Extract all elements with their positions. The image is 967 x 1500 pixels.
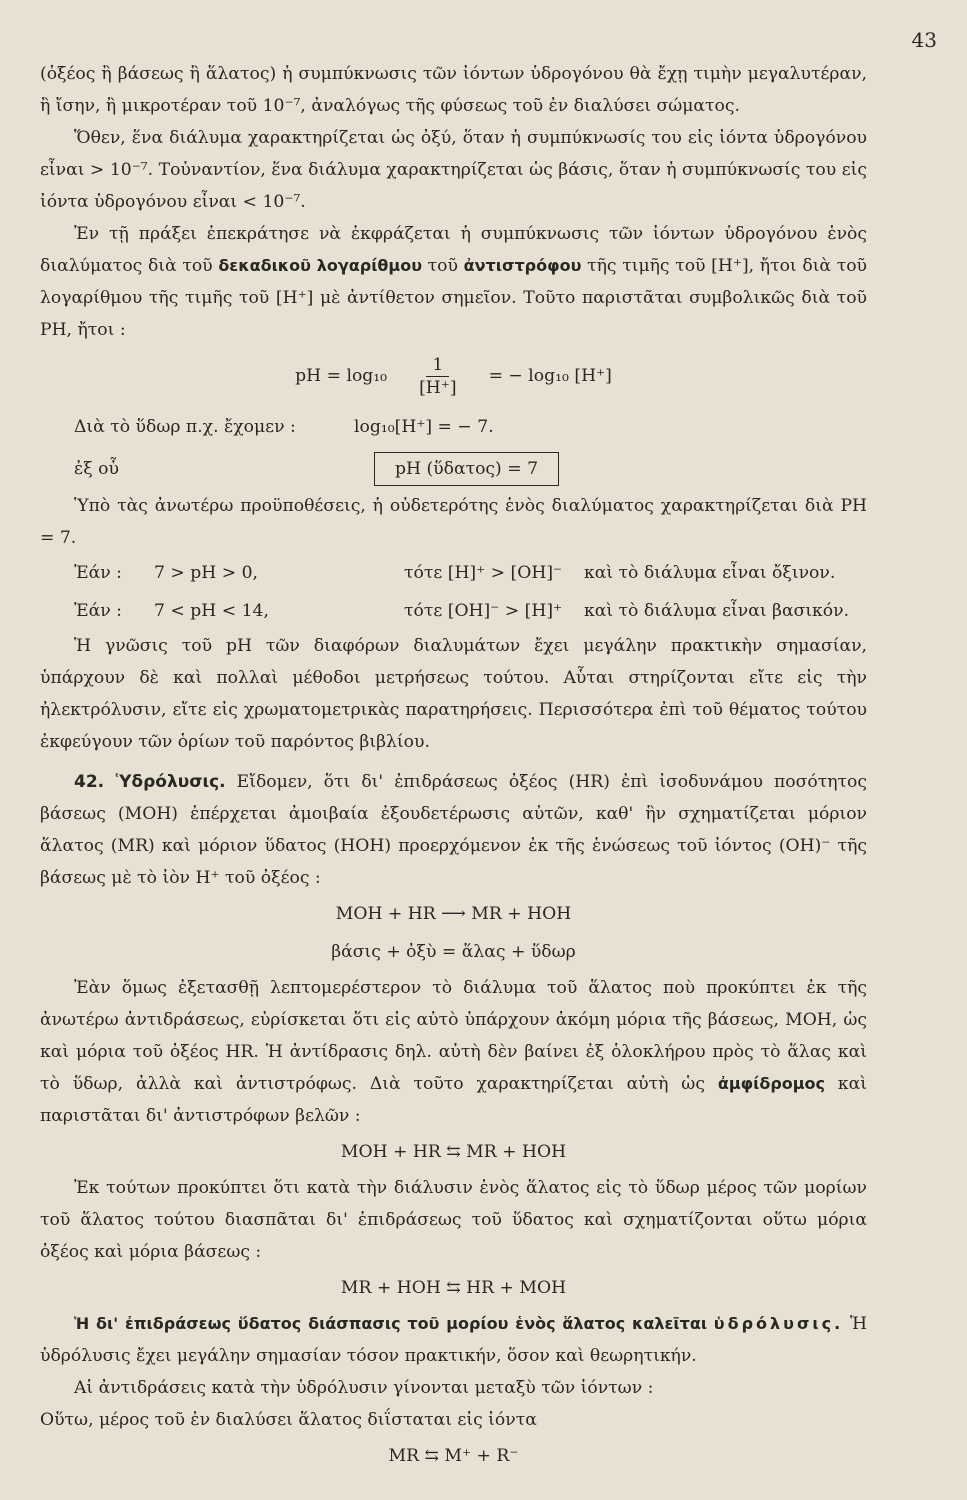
page-number: 43: [911, 28, 937, 52]
fraction-numerator: 1: [426, 354, 449, 377]
bold-term-inverse: ἀντιστρόφου: [463, 256, 582, 275]
hence-line: [40, 448, 867, 490]
condition-basic: [40, 592, 867, 630]
equation-neutralization: MOH + HR ⟶ MR + HOH: [335, 904, 572, 924]
paragraph-5: Ἡ γνῶσις τοῦ pH τῶν διαφόρων διαλυμάτων ἔχει μεγάλην πρακτικὴν σημασίαν, ὑπάρχουν δὲ καὶ πολλαὶ μέθοδοι μετρήσεως τούτου. Αὗται στηρίζονται εἴτε εἰς τὴν ἠλεκτρόλυσιν, εἴτε εἰς χρωματομετρικὰς παρατηρήσεις. Περισσότερα ἐπὶ τοῦ θέματος τούτου ἐκφεύγουν τῶν ὁρίων τοῦ παρόντος βιβλίου.: [40, 636, 867, 752]
water-example-line: [40, 406, 867, 448]
condition-if: Ἐάν :: [74, 601, 122, 621]
paragraph-4: Ὑπὸ τὰς ἀνωτέρω προϋποθέσεις, ἡ οὐδετερότης ἑνὸς διαλύματος χαρακτηρίζεται διὰ PH = 7.: [40, 496, 867, 548]
ph-definition-formula: [40, 346, 867, 406]
water-label: Διὰ τὸ ὕδωρ π.χ. ἔχομεν :: [74, 417, 296, 437]
paragraph-9: Αἱ ἀντιδράσεις κατὰ τὴν ὑδρόλυσιν γίνονται μεταξὺ τῶν ἰόντων :: [74, 1378, 654, 1398]
condition-result: καὶ τὸ διάλυμα εἶναι ὄξινον.: [584, 563, 836, 583]
section-42-paragraph: [40, 766, 867, 894]
paragraph-10: Οὕτω, μέρος τοῦ ἐν διαλύσει ἅλατος διΐσταται εἰς ἰόντα: [40, 1410, 537, 1430]
paragraph-3-text: τοῦ: [422, 256, 464, 276]
hence-label: ἐξ οὗ: [74, 459, 119, 479]
spaced-term-hydrolysis: ὑδρόλυσις.: [713, 1314, 844, 1333]
condition-then: τότε [OH]⁻ > [H]⁺: [404, 601, 563, 621]
fraction-denominator: [H⁺]: [419, 377, 457, 398]
section-42-title: 42. Ὑδρόλυσις.: [74, 772, 226, 792]
paragraph-6: [40, 972, 867, 1132]
condition-then: τότε [H]⁺ > [OH]⁻: [404, 563, 563, 583]
condition-range: 7 > pH > 0,: [154, 563, 258, 583]
condition-if: Ἐάν :: [74, 563, 122, 583]
paragraph-1: (ὀξέος ἢ βάσεως ἢ ἅλατος) ἡ συμπύκνωσις τῶν ἰόντων ὑδρογόνου θὰ ἔχῃ τιμὴν μεγαλυτέραν, ἢ ἴσην, ἢ μικροτέραν τοῦ 10⁻⁷, ἀναλόγως τῆς φύσεως τοῦ ἐν διαλύσει σώματος.: [40, 64, 867, 116]
paragraph-3-text: Ἐν τῇ πράξει ἐπεκράτησε νὰ ἐκφράζεται ἡ συμπύκνωσις τῶν ἰόντων ὑδρογόνου ἑνὸς διαλύματος διὰ τοῦ: [40, 224, 867, 276]
paragraph-7: Ἐκ τούτων προκύπτει ὅτι κατὰ τὴν διάλυσιν ἑνὸς ἅλατος εἰς τὸ ὕδωρ μέρος τῶν μορίων τοῦ ἅλατος τούτου διασπᾶται δι' ἐπιδράσεως τοῦ ὕδατος καὶ σχηματίζονται οὕτω μόρια ὀξέος καὶ μόρια βάσεως :: [40, 1178, 867, 1262]
equation-words: βάσις + ὀξὺ = ἅλας + ὕδωρ: [331, 942, 576, 962]
paragraph-6-text: καὶ παριστᾶται δι' ἀντιστρόφων βελῶν :: [40, 1074, 867, 1126]
equation-reversible: MOH + HR ⇆ MR + HOH: [340, 1142, 567, 1162]
formula-lhs: pH = log₁₀: [295, 366, 388, 386]
paragraph-6-text: Ἐὰν ὅμως ἐξετασθῇ λεπτομερέστερον τὸ διάλυμα τοῦ ἅλατος ποὺ προκύπτει ἐκ τῆς ἀνωτέρω ἀντιδράσεως, εὑρίσκεται ὅτι εἰς αὐτὸ ὑπάρχουν ἀκόμη μόρια τῆς βάσεως, MOH, ὡς καὶ μόρια τοῦ ὀξέος HR. Ἡ ἀντίδρασις δηλ. αὐτὴ δὲν βαίνει ἐξ ὁλοκλήρου πρὸς τὸ ἅλας καὶ τὸ ὕδωρ, ἀλλὰ καὶ ἀντιστρόφως. Διὰ τοῦτο χαρακτηρίζεται αὐτὴ ὡς: [40, 978, 867, 1094]
condition-acidic: [40, 554, 867, 592]
paragraph-3-text: τῆς τιμῆς τοῦ [H⁺], ἤτοι διὰ τοῦ λογαρίθμου τῆς τιμῆς τοῦ [H⁺] μὲ ἀντίθετον σημεῖον. Τοῦτο παριστᾶται συμβολικῶς διὰ τοῦ PH, ἤτοι :: [40, 256, 868, 340]
section-42-text: Εἴδομεν, ὅτι δι' ἐπιδράσεως ὀξέος (HR) ἐπὶ ἰσοδυνάμου ποσότητος βάσεως (MOH) ἐπέρχεται ἀμοιβαία ἐξουδετέρωσις αὐτῶν, καθ' ἣν σχηματίζεται μόριον ἅλατος (MR) καὶ μόριον ὕδατος (HOH) προερχόμενον ἐκ τῆς ἑνώσεως τοῦ ἰόντος (OH)⁻ τῆς βάσεως μὲ τὸ ἰὸν H⁺ τοῦ ὀξέος :: [40, 772, 867, 888]
boxed-ph-water: pH (ὕδατος) = 7: [374, 452, 559, 486]
paragraph-8-text: Ἡ ὑδρόλυσις ἔχει μεγάλην σημασίαν τόσον πρακτικήν, ὅσον καὶ θεωρητικήν.: [40, 1314, 867, 1366]
formula-rhs: = − log₁₀ [H⁺]: [488, 366, 612, 386]
paragraph-2: Ὅθεν, ἕνα διάλυμα χαρακτηρίζεται ὡς ὀξύ, ὅταν ἡ συμπύκνωσίς του εἰς ἰόντα ὑδρογόνου εἶναι > 10⁻⁷. Τοὐναντίον, ἕνα διάλυμα χαρακτηρίζεται ὡς βάσις, ὅταν ἡ συμπύκνωσίς του εἰς ἰόντα ὑδρογόνου εἶναι < 10⁻⁷.: [40, 128, 867, 212]
paragraph-8: [40, 1308, 867, 1372]
bold-term-reversible: ἀμφίδρομος: [717, 1074, 826, 1093]
bold-term-decimal-log: δεκαδικοῦ λογαρίθμου: [218, 256, 422, 275]
condition-range: 7 < pH < 14,: [154, 601, 269, 621]
bold-definition: Ἡ δι' ἐπιδράσεως ὕδατος διάσπασις τοῦ μορίου ἑνὸς ἅλατος καλεῖται: [74, 1314, 708, 1333]
paragraph-3: [40, 218, 867, 346]
formula-fraction: [413, 354, 462, 399]
equation-hydrolysis: MR + HOH ⇆ HR + MOH: [340, 1278, 567, 1298]
water-expression: log₁₀[H⁺] = − 7.: [354, 417, 494, 437]
equation-dissociation: MR ⇆ M⁺ + R⁻: [388, 1446, 519, 1466]
condition-result: καὶ τὸ διάλυμα εἶναι βασικόν.: [584, 601, 850, 621]
